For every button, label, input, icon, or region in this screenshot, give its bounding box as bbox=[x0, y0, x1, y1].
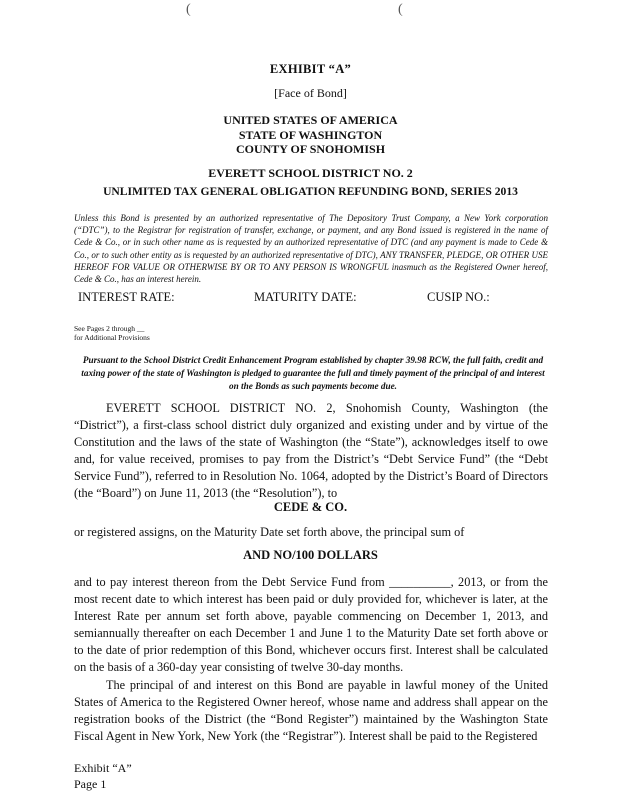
see-pages-line2: for Additional Provisions bbox=[74, 333, 150, 342]
footer-page-number: Page 1 bbox=[74, 777, 107, 791]
paragraph-payment: The principal of and interest on this Bond are payable in lawful money of the United States of America to the Registered Owner hereof, whose name and address shall appear on the registration books of the District (the “Bond Register”) maintained by the Washington State Fiscal Agent in New York, New York (the “Registrar”). Interest shall be paid to the Registered bbox=[74, 678, 548, 744]
cusip-label: CUSIP NO.: bbox=[427, 290, 490, 304]
issuer-name: EVERETT SCHOOL DISTRICT NO. 2 bbox=[208, 166, 413, 180]
paragraph-promise-to-pay: EVERETT SCHOOL DISTRICT NO. 2, Snohomish County, Washington (the “District”), a first-class school district duly organized and existing under and by virtue of the Constitution and the laws of the state of Washington (the “State”), acknowledges itself to owe and, for value received, promises to pay from the District’s “Debt Service Fund” (the “Debt Service Fund”), referred to in Resolution No. 1064, adopted by the District’s Board of Directors (the “Board”) on June 11, 2013 (the “Resolution”), to bbox=[74, 401, 548, 501]
see-pages-line1: See Pages 2 through __ bbox=[74, 324, 145, 333]
see-pages-note bbox=[74, 324, 150, 342]
face-of-bond-label: [Face of Bond] bbox=[274, 86, 347, 100]
jurisdiction-block bbox=[0, 113, 621, 157]
scan-artifact-left: ( bbox=[186, 2, 191, 17]
jurisdiction-country: UNITED STATES OF AMERICA bbox=[223, 113, 398, 127]
dtc-legend: Unless this Bond is presented by an authorized representative of The Depository Trust Company, a New York corporation (“DTC”), to the Registrar for registration of transfer, exchange, or payment, and any Bond issued is registered in the name of Cede & Co., or in such other name as is requested by an authorized representative of DTC (and any payment is made to Cede & Co., or to such other entity as is requested by an authorized representative of DTC), ANY TRANSFER, PLEDGE, OR OTHER USE HEREOF FOR VALUE OR OTHERWISE BY OR TO ANY PERSON IS WRONGFUL inasmuch as the Registered Owner hereof, Cede & Co., has an interest herein. bbox=[74, 213, 548, 285]
footer-exhibit: Exhibit “A” bbox=[74, 761, 132, 775]
interest-rate-label: INTEREST RATE: bbox=[78, 290, 175, 304]
bond-title: UNLIMITED TAX GENERAL OBLIGATION REFUNDING BOND, SERIES 2013 bbox=[103, 185, 518, 198]
paragraph-interest: and to pay interest thereon from the Debt Service Fund from __________, 2013, or from the most recent date to which interest has been paid or duly provided for, whichever is later, at the Interest Rate per annum set forth above, payable commencing on December 1, 2013, and semiannually thereafter on each December 1 and June 1 to the Maturity Date set forth above or to the date of prior redemption of this Bond, whichever occurs first. Interest shall be calculated on the basis of a 360-day year consisting of twelve 30-day months. bbox=[74, 575, 548, 675]
maturity-date-label: MATURITY DATE: bbox=[254, 290, 357, 304]
amount-words: AND NO/100 DOLLARS bbox=[243, 548, 378, 562]
jurisdiction-county: COUNTY OF SNOHOMISH bbox=[235, 142, 386, 156]
exhibit-title: EXHIBIT “A” bbox=[269, 62, 352, 76]
jurisdiction-state: STATE OF WASHINGTON bbox=[238, 127, 383, 142]
payee-name: CEDE & CO. bbox=[273, 500, 348, 514]
state-guarantee-pledge: Pursuant to the School District Credit Enhancement Program established by chapter 39.98 RCW, the full faith, credit and taxing power of the state of Washington is pledged to guarantee the full and timely payment of the principal of and interest on the Bonds as such payments become due. bbox=[81, 355, 545, 391]
page-footer bbox=[74, 760, 132, 792]
paragraph-principal-sum: or registered assigns, on the Maturity Date set forth above, the principal sum of bbox=[74, 525, 465, 539]
scan-artifact-right: ( bbox=[398, 2, 403, 17]
